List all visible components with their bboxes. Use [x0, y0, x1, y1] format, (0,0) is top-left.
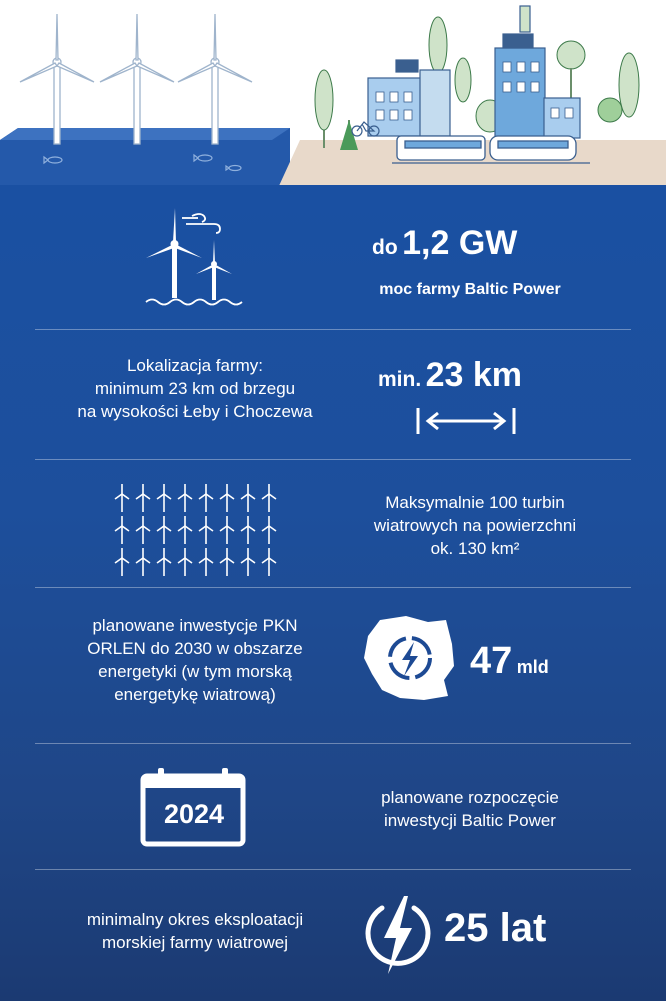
- turbine-grid-icon: [112, 480, 280, 576]
- small-turbine-icon: [115, 484, 129, 512]
- capacity-prefix: do: [372, 236, 398, 259]
- distance-number: 23 km: [425, 356, 523, 394]
- lifetime-line: minimalny okres eksploatacji: [86, 910, 304, 929]
- wind-icon: [182, 214, 220, 233]
- building-icon: [368, 6, 580, 138]
- small-turbine-icon: [157, 548, 171, 576]
- small-turbine-icon: [220, 548, 234, 576]
- investment-line: ORLEN do 2030 w obszarze: [87, 639, 303, 658]
- tree-icon: [315, 17, 639, 150]
- distance-prefix: min.: [378, 368, 422, 391]
- divider: [35, 329, 631, 330]
- offshore-turbine-icon: [100, 14, 174, 144]
- location-line: Lokalizacja farmy:: [126, 356, 264, 375]
- turbines-line: wiatrowych na powierzchni: [373, 516, 577, 535]
- offshore-wind-icon: [140, 208, 250, 312]
- investment-unit: mld: [516, 657, 549, 677]
- small-turbine-icon: [157, 484, 171, 512]
- investment-line: energetykę wiatrową): [114, 685, 276, 704]
- lifetime-label: [40, 908, 350, 954]
- wave-icon: [146, 300, 242, 305]
- small-turbine-icon: [199, 484, 213, 512]
- small-turbine-icon: [115, 548, 129, 576]
- investment-value: [470, 640, 620, 683]
- investment-label: [40, 614, 350, 706]
- divider: [35, 743, 631, 744]
- turbines-line: Maksymalnie 100 turbin: [385, 493, 565, 512]
- divider: [35, 869, 631, 870]
- small-turbine-icon: [199, 548, 213, 576]
- poland-map-bolt-icon: [358, 614, 458, 704]
- capacity-value: [372, 224, 622, 263]
- header-illustration: [0, 0, 666, 200]
- investment-line: planowane inwestycje PKN: [92, 616, 298, 635]
- small-turbine-icon: [220, 516, 234, 544]
- small-turbine-icon: [115, 516, 129, 544]
- small-turbine-icon: [262, 516, 276, 544]
- start-line: inwestycji Baltic Power: [384, 811, 556, 830]
- offshore-turbine-icon: [20, 14, 94, 144]
- small-turbine-icon: [241, 548, 255, 576]
- calendar-year: 2024: [163, 799, 225, 829]
- start-line: planowane rozpoczęcie: [381, 788, 559, 807]
- facts-panel: [0, 185, 666, 1001]
- investment-number: 47: [470, 640, 513, 682]
- small-turbine-icon: [262, 548, 276, 576]
- small-turbine-icon: [262, 484, 276, 512]
- small-turbine-icon: [199, 516, 213, 544]
- lifetime-line: morskiej farmy wiatrowej: [101, 933, 289, 952]
- location-label: [40, 354, 350, 423]
- divider: [35, 459, 631, 460]
- small-turbine-icon: [136, 516, 150, 544]
- capacity-caption: moc farmy Baltic Power: [379, 281, 561, 298]
- small-turbine-icon: [241, 484, 255, 512]
- distance-arrow-icon: [414, 404, 520, 436]
- turbines-text: [340, 491, 610, 560]
- location-line: na wysokości Łeby i Choczewa: [77, 402, 313, 421]
- capacity-number: 1,2 GW: [402, 224, 518, 262]
- small-turbine-icon: [157, 516, 171, 544]
- small-turbine-icon: [136, 548, 150, 576]
- small-turbine-icon: [220, 484, 234, 512]
- small-turbine-icon: [178, 484, 192, 512]
- small-turbine-icon: [136, 484, 150, 512]
- lifetime-value: 25 lat: [444, 906, 547, 950]
- start-text: [340, 786, 600, 832]
- lightning-bolt-icon: [360, 892, 436, 978]
- offshore-turbine-icon: [178, 14, 252, 144]
- small-turbine-icon: [178, 516, 192, 544]
- small-turbine-icon: [178, 548, 192, 576]
- location-line: minimum 23 km od brzegu: [94, 379, 296, 398]
- turbines-line: ok. 130 km²: [430, 539, 520, 558]
- investment-line: energetyki (w tym morską: [98, 662, 292, 681]
- small-turbine-icon: [241, 516, 255, 544]
- distance-value: [378, 356, 638, 395]
- divider: [35, 587, 631, 588]
